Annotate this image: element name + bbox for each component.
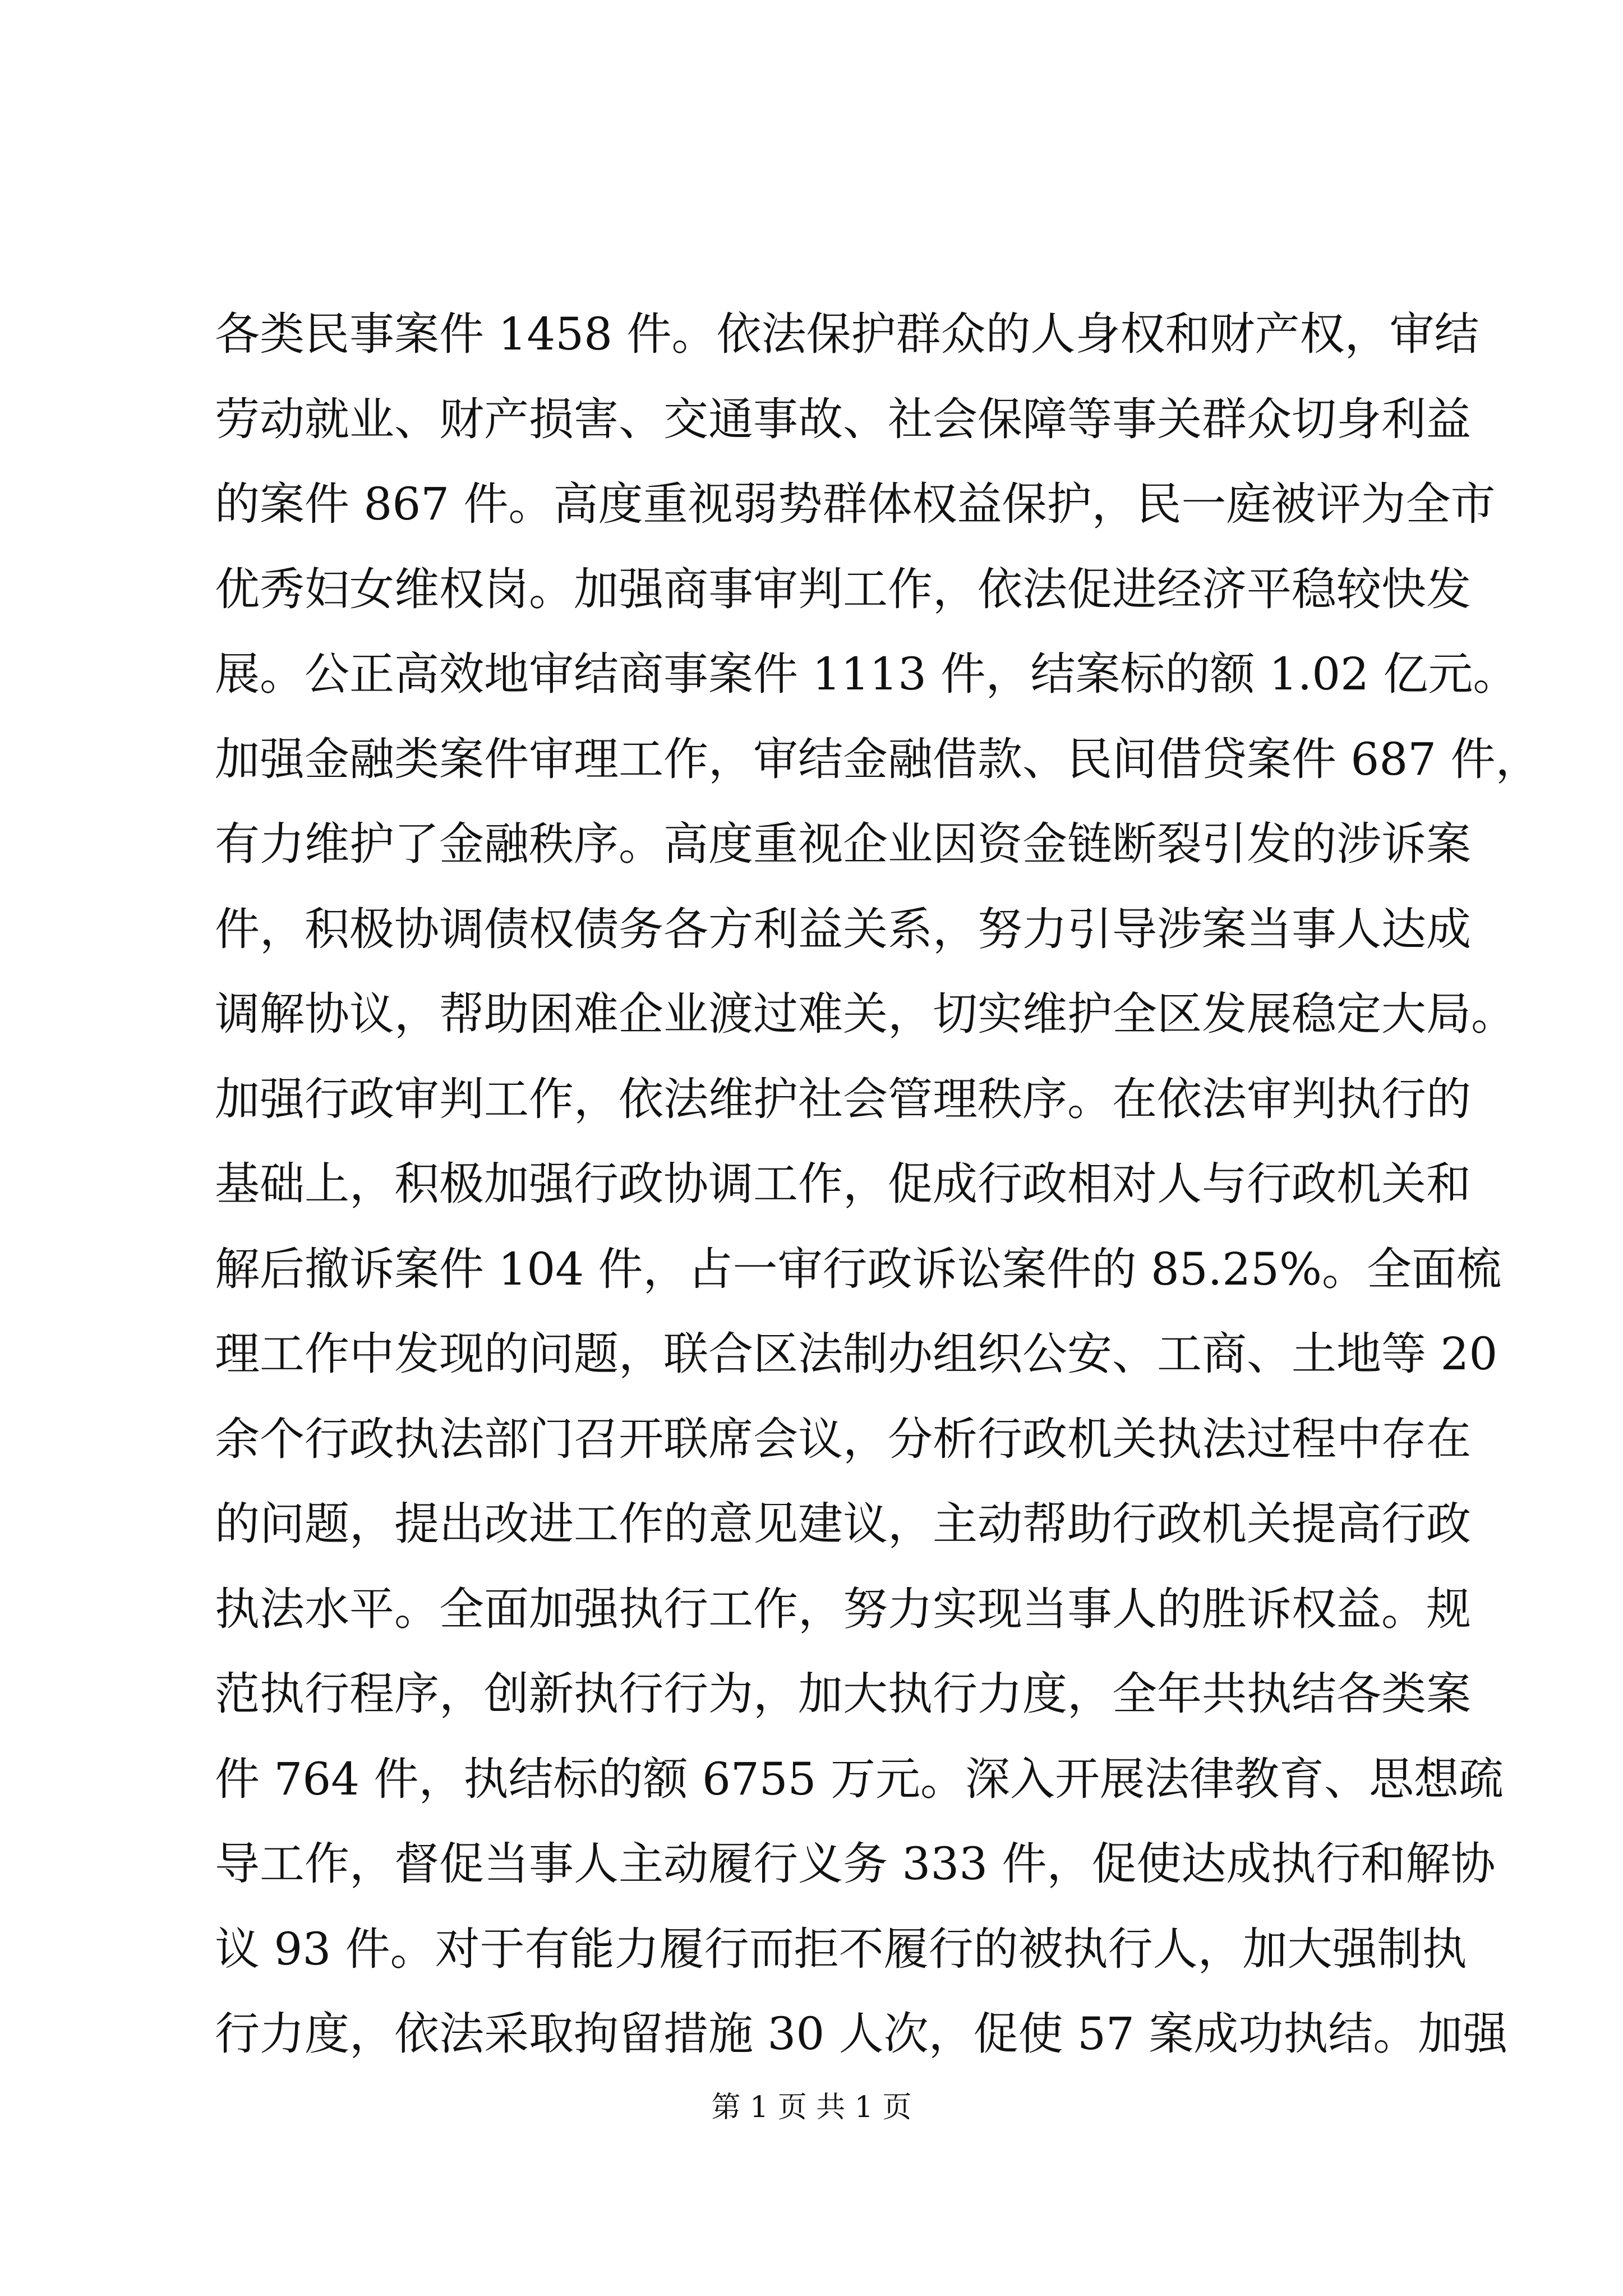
text-line: 导工作，督促当事人主动履行义务 333 件，促使达成执行和解协 (215, 1838, 1496, 1890)
text-line: 加强金融类案件审理工作，审结金融借款、民间借贷案件 687 件， (215, 733, 1541, 785)
text-line: 余个行政执法部门召开联席会议，分析行政机关执法过程中存在 (215, 1412, 1471, 1465)
text-line: 解后撤诉案件 104 件，占一审行政诉讼案件的 85.25%。全面梳 (215, 1243, 1502, 1295)
text-line: 有力维护了金融秩序。高度重视企业因资金链断裂引发的涉诉案 (215, 818, 1471, 870)
text-line: 范执行程序，创新执行行为，加大执行力度，全年共执结各类案 (215, 1668, 1471, 1720)
text-line: 的问题，提出改进工作的意见建议，主动帮助行政机关提高行政 (215, 1498, 1471, 1550)
text-line: 行力度，依法采取拘留措施 30 人次，促使 57 案成功执结。加强 (215, 2008, 1508, 2060)
text-line: 议 93 件。对于有能力履行而拒不履行的被执行人，加大强制执 (215, 1922, 1467, 1975)
text-line: 基础上，积极加强行政协调工作，促成行政相对人与行政机关和 (215, 1158, 1471, 1210)
text-line: 调解协议，帮助困难企业渡过难关，切实维护全区发展稳定大局。 (215, 988, 1516, 1040)
text-line: 劳动就业、财产损害、交通事故、社会保障等事关群众切身利益 (215, 393, 1471, 445)
body-text (215, 292, 1541, 2077)
text-line: 件，积极协调债权债务各方利益关系，努力引导涉案当事人达成 (215, 903, 1471, 955)
text-line: 展。公正高效地审结商事案件 1113 件，结案标的额 1.02 亿元。 (215, 648, 1518, 700)
text-line: 理工作中发现的问题，联合区法制办组织公安、工商、土地等 20 (215, 1328, 1498, 1380)
text-line: 的案件 867 件。高度重视弱势群体权益保护，民一庭被评为全市 (215, 478, 1496, 530)
page-number-footer: 第 1 页 共 1 页 (711, 2091, 912, 2124)
text-line: 加强行政审判工作，依法维护社会管理秩序。在依法审判执行的 (215, 1073, 1471, 1125)
text-line: 优秀妇女维权岗。加强商事审判工作，依法促进经济平稳较快发 (215, 563, 1471, 615)
text-line: 各类民事案件 1458 件。依法保护群众的人身权和财产权，审结 (215, 308, 1479, 360)
text-line: 执法水平。全面加强执行工作，努力实现当事人的胜诉权益。规 (215, 1582, 1471, 1635)
text-line: 件 764 件，执结标的额 6755 万元。深入开展法律教育、思想疏 (215, 1752, 1504, 1805)
